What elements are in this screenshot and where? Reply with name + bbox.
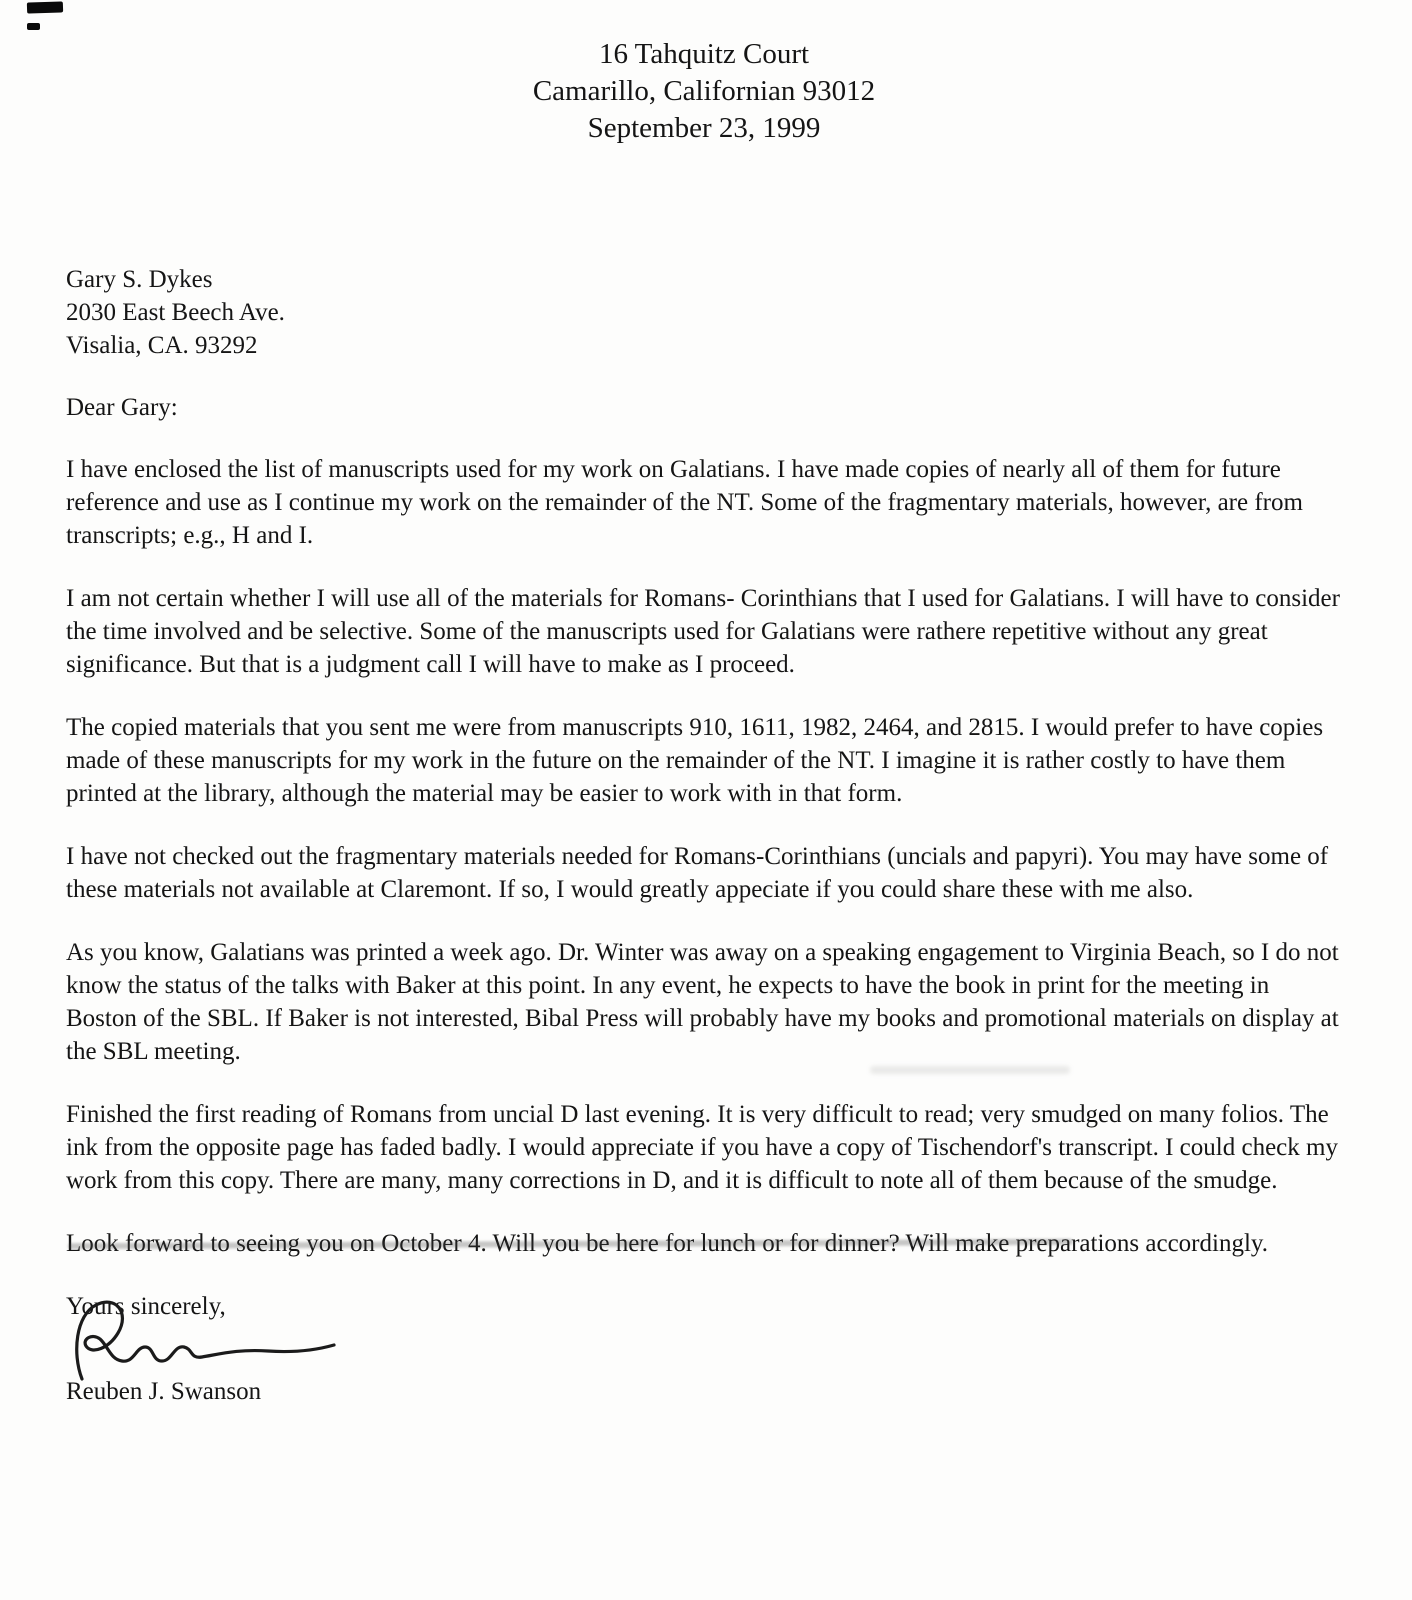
paragraph-4: I have not checked out the fragmentary materials needed for Romans-Corinthians (uncials and papyri). You may have some of these materials not available at Claremont. If so, I would greatly appeciate if you could share these with me also. <box>66 843 1329 903</box>
closing: Yours sincerely, <box>66 1293 226 1320</box>
paragraph-5: As you know, Galatians was printed a week ago. Dr. Winter was away on a speaking engagement to Virginia Beach, so I do not know the status of the talks with Baker at this point. In any event, he expects to have the book in print for the meeting in Boston of the SBL. If Baker is not interested, Bibal Press will probably have my books and promotional materials on display at the SBL meeting. <box>66 939 1339 1065</box>
paragraph-1: I have enclosed the list of manuscripts used for my work on Galatians. I have made copies of nearly all of them for future reference and use as I continue my work on the remainder of the NT. Some of the fragmentary materials, however, are from transcripts; e.g., H and I. <box>66 456 1303 549</box>
recipient-block <box>66 263 1342 362</box>
recipient-street: 2030 East Beech Ave. <box>66 299 285 326</box>
paragraph-3: The copied materials that you sent me were from manuscripts 910, 1611, 1982, 2464, and 2815. I would prefer to have copies made of these manuscripts for my work in the future on the remainder of the NT. I imagine it is rather costly to have them printed at the library, although the material may be easier to work with in that form. <box>66 714 1324 807</box>
salutation: Dear Gary: <box>66 394 178 421</box>
recipient-city: Visalia, CA. 93292 <box>66 332 258 359</box>
paragraph-7-text: Look forward to seeing you on October 4. Will you be here for lunch or for dinner? Will make preparations accordingly. <box>66 1230 1269 1257</box>
paragraph-6: Finished the first reading of Romans from uncial D last evening. It is very difficult to read; very smudged on many folios. The ink from the opposite page has faded badly. I would appreciate if you have a copy of Tischendorf's transcript. I could check my work from this copy. There are many, many corrections in D, and it is difficult to note all of them because of the smudge. <box>66 1101 1338 1194</box>
sender-address-line1: 16 Tahquitz Court <box>598 38 810 70</box>
signature-block <box>66 1299 1342 1381</box>
letterhead <box>66 36 1342 147</box>
letter-date: September 23, 1999 <box>587 112 821 144</box>
signer-name: Reuben J. Swanson <box>66 1378 262 1405</box>
paragraph-2: I am not certain whether I will use all of the materials for Romans- Corinthians that I used for Galatians. I will have to consider the time involved and be selective. Some of the manuscripts used for Galatians were rathere repetitive without any great significance. But that is a judgment call I will have to make as I proceed. <box>66 585 1340 678</box>
scan-smudge-streak <box>870 1066 1070 1074</box>
scan-artifact-top-left-2 <box>27 23 40 30</box>
paragraph-7 <box>66 1227 1342 1260</box>
sender-address-line2: Camarillo, Californian 93012 <box>532 75 876 107</box>
recipient-name: Gary S. Dykes <box>66 266 213 293</box>
scan-artifact-top-left-1 <box>27 1 63 13</box>
